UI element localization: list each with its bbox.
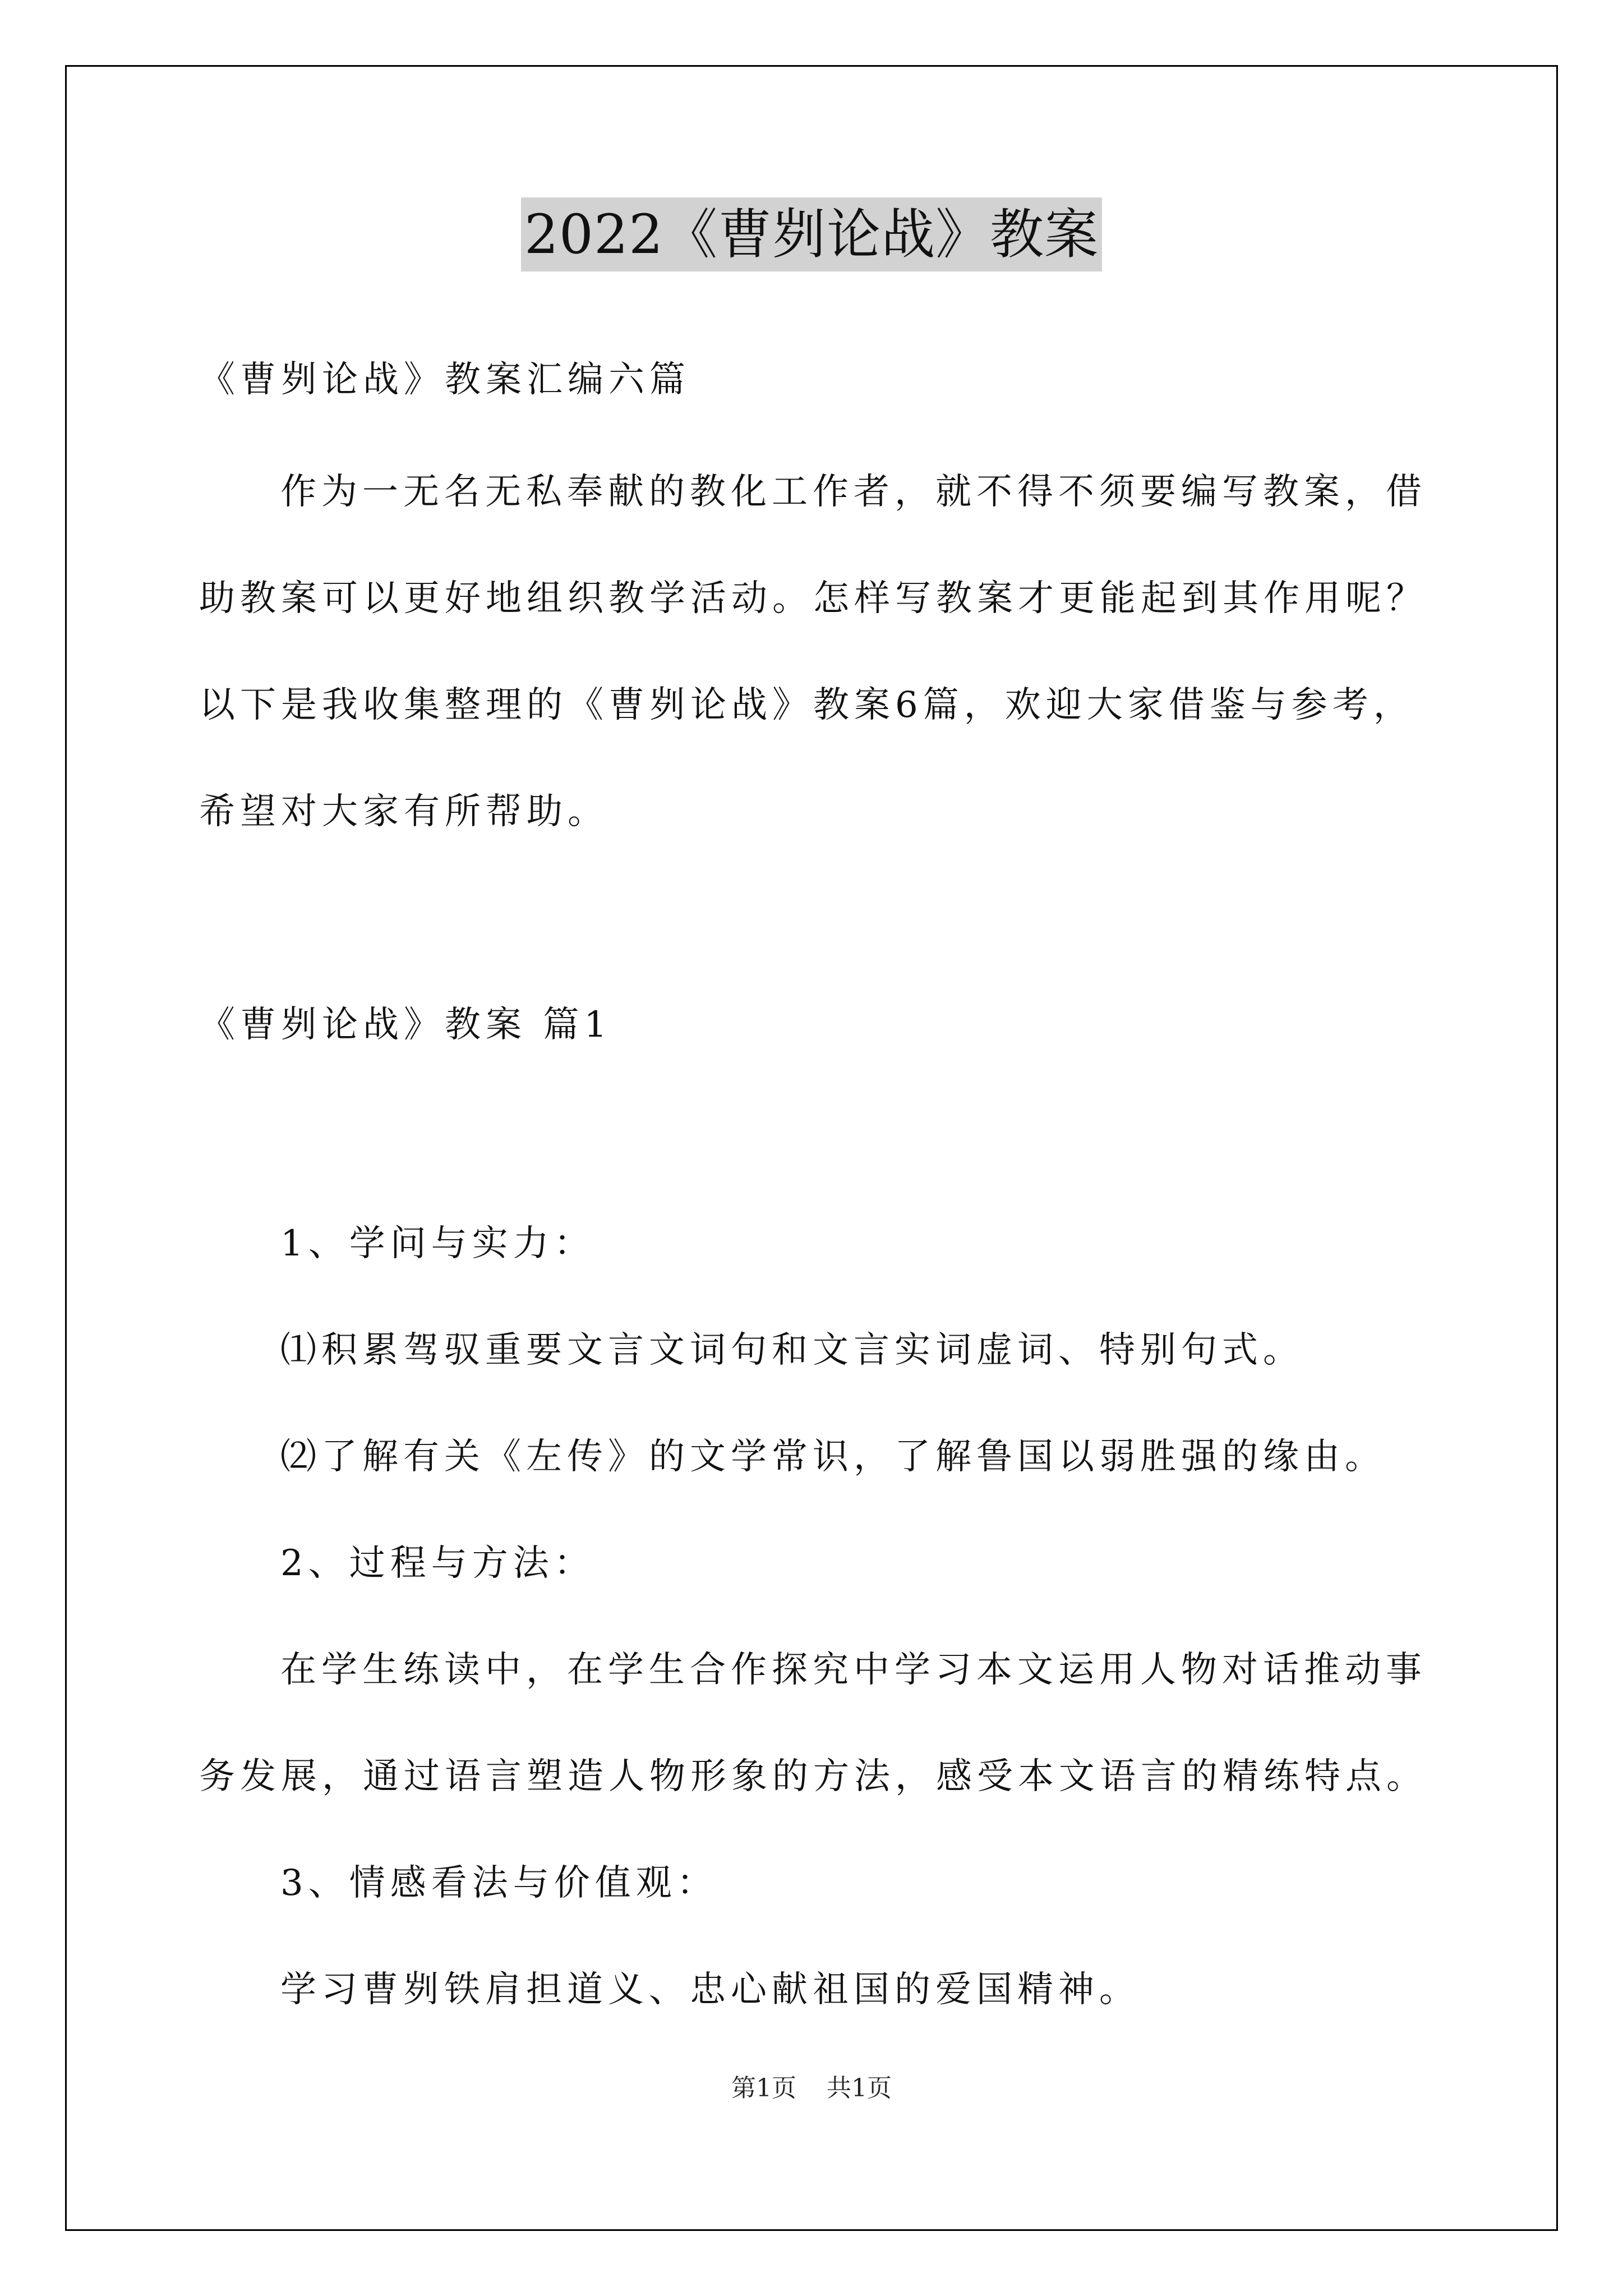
body-line: 在学生练读中，在学生合作探究中学习本文运用人物对话推动事 (280, 1649, 1427, 1691)
intro-line: 助教案可以更好地组织教学活动。怎样写教案才更能起到其作用呢？ (199, 578, 1427, 619)
body-line: 学习曹刿铁肩担道义、忠心献祖国的爱国精神。 (280, 1969, 1140, 2010)
document-subtitle: 《曹刿论战》教案汇编六篇 (199, 359, 690, 401)
body-line: 3、情感看法与价值观： (280, 1862, 718, 1904)
page-number: 第1页 (731, 2074, 796, 2102)
page-total: 共1页 (827, 2074, 892, 2102)
body-line: 2、过程与方法： (280, 1543, 595, 1584)
intro-line: 希望对大家有所帮助。 (199, 791, 608, 832)
title-container (0, 197, 1623, 272)
page-footer (0, 2068, 1623, 2104)
body-line: 1、学问与实力： (280, 1223, 595, 1264)
body-line: ⑴积累驾驭重要文言文词句和文言实词虚词、特别句式。 (280, 1329, 1304, 1371)
body-line: ⑵了解有关《左传》的文学常识，了解鲁国以弱胜强的缘由。 (280, 1436, 1386, 1478)
section-heading: 《曹刿论战》教案 篇1 (199, 1004, 612, 1046)
intro-line: 作为一无名无私奉献的教化工作者，就不得不须要编写教案，借 (280, 471, 1427, 513)
body-line: 务发展，通过语言塑造人物形象的方法，感受本文语言的精练特点。 (199, 1756, 1427, 1797)
document-title: 2022《曹刿论战》教案 (521, 197, 1102, 272)
intro-line: 以下是我收集整理的《曹刿论战》教案6篇，欢迎大家借鉴与参考， (199, 684, 1414, 726)
